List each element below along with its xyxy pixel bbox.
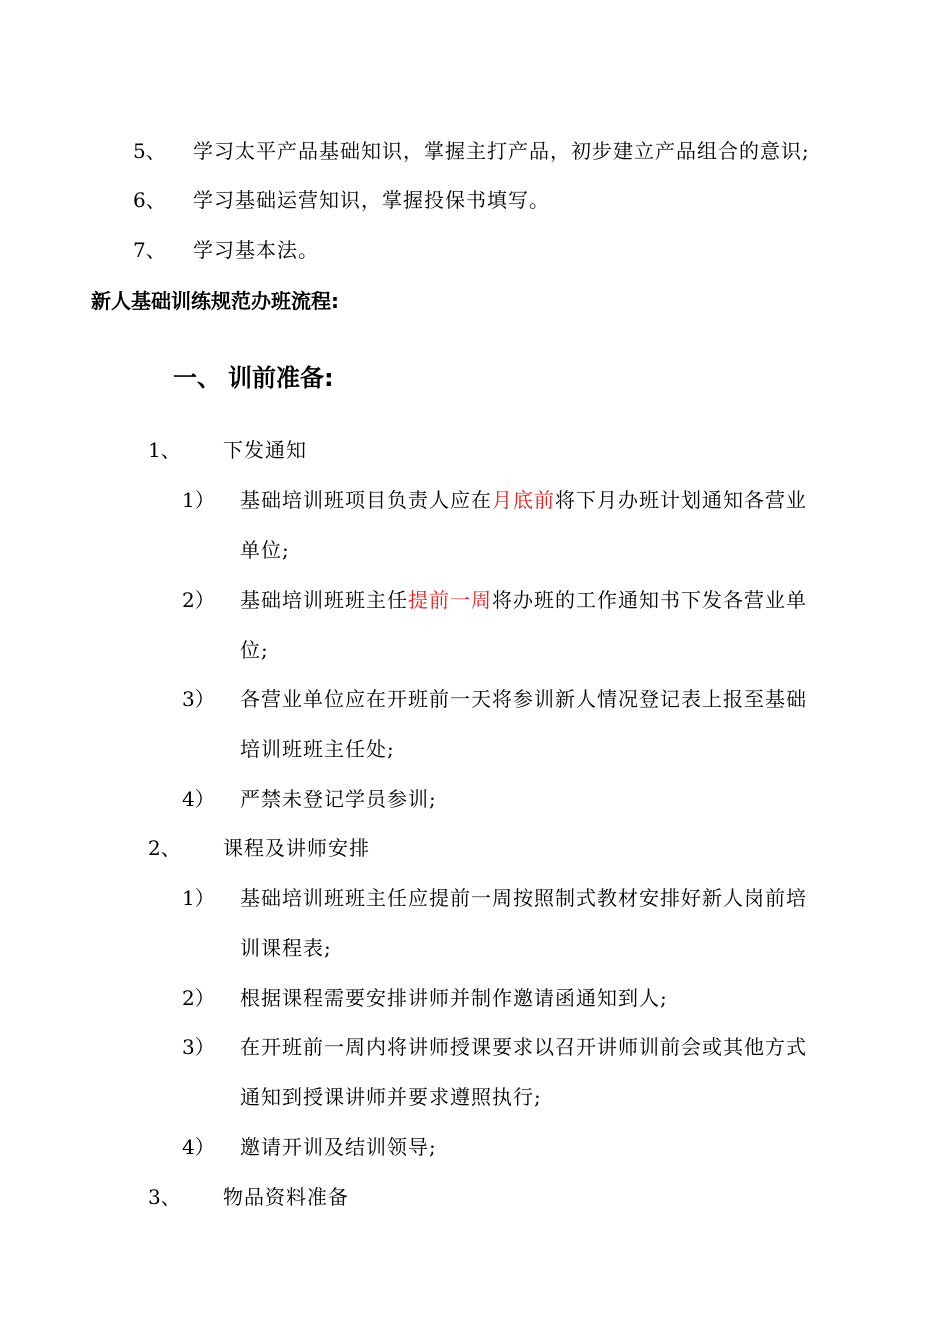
group-title: 物品资料准备 <box>223 1185 349 1209</box>
list-number: 7、 <box>133 238 166 262</box>
list-item-text: 学习太平产品基础知识，掌握主打产品，初步建立产品组合的意识; <box>193 139 810 163</box>
group-title: 课程及讲师安排 <box>223 836 370 860</box>
item-text: 邀请开训及结训领导; <box>240 1135 437 1159</box>
item-number: 3） <box>182 1035 215 1059</box>
item-text-part: 基础培训班班主任 <box>240 588 408 612</box>
item-text: 各营业单位应在开班前一天将参训新人情况登记表上报至基础 <box>240 687 807 711</box>
item-text: 严禁未登记学员参训; <box>240 787 437 811</box>
group-number: 2、 <box>148 836 181 860</box>
list-number: 6、 <box>133 188 166 212</box>
item-text-part: 将下月办班计划通知各营业 <box>555 488 807 512</box>
item-text-continuation: 培训班班主任处; <box>240 737 395 761</box>
item-text-continuation: 通知到授课讲师并要求遵照执行; <box>240 1085 542 1109</box>
item-text-continuation: 位; <box>240 638 269 662</box>
section-number: 一、 <box>173 364 221 392</box>
group-number: 1、 <box>148 438 181 462</box>
list-item-text: 学习基本法。 <box>193 238 319 262</box>
item-number: 2） <box>182 986 215 1010</box>
item-text: 在开班前一周内将讲师授课要求以召开讲师训前会或其他方式 <box>240 1035 807 1059</box>
item-text-continuation: 训课程表; <box>240 936 332 960</box>
highlighted-text: 提前一周 <box>408 588 492 612</box>
highlighted-text: 月底前 <box>492 488 555 512</box>
document-heading: 新人基础训练规范办班流程: <box>91 289 339 313</box>
item-number: 3） <box>182 687 215 711</box>
group-title: 下发通知 <box>223 438 307 462</box>
group-number: 3、 <box>148 1185 181 1209</box>
item-text: 基础培训班班主任应提前一周按照制式教材安排好新人岗前培 <box>240 886 807 910</box>
item-number: 1） <box>182 488 215 512</box>
section-title: 训前准备: <box>228 364 334 392</box>
item-text <box>240 586 807 614</box>
item-text-continuation: 单位; <box>240 538 290 562</box>
item-text: 根据课程需要安排讲师并制作邀请函通知到人; <box>240 986 668 1010</box>
list-item-text: 学习基础运营知识，掌握投保书填写。 <box>193 188 550 212</box>
item-text-part: 基础培训班项目负责人应在 <box>240 488 492 512</box>
item-text <box>240 486 807 514</box>
item-text-part: 将办班的工作通知书下发各营业单 <box>492 588 807 612</box>
item-number: 1） <box>182 886 215 910</box>
list-number: 5、 <box>133 139 166 163</box>
item-number: 2） <box>182 588 215 612</box>
item-number: 4） <box>182 1135 215 1159</box>
item-number: 4） <box>182 787 215 811</box>
